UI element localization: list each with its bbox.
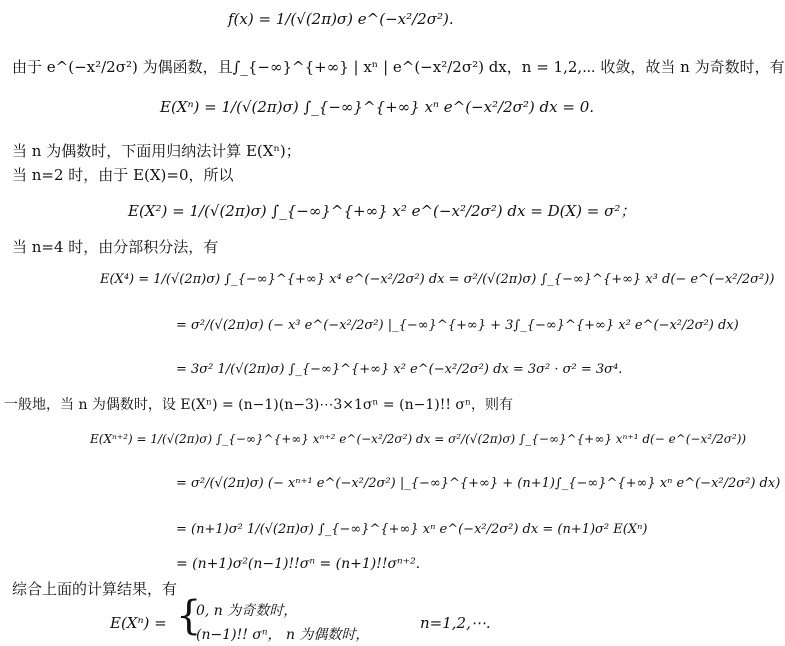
eq-final-row-2-text: (n−1)!! σⁿ， n 为偶数时， <box>196 627 370 643</box>
text-line-4 <box>12 238 218 256</box>
eq-final-row-1 <box>196 600 297 620</box>
eq-pdf <box>228 10 454 28</box>
eq-fourth-moment-a <box>100 272 774 287</box>
text-line-1-content: 由于 e^(−x²/2σ²) 为偶函数，且∫_{−∞}^{+∞} | xⁿ | e^(−x²/2σ²) dx，n = 1,2,⋯ 收敛，故当 n 为奇数时，有 <box>12 58 785 76</box>
text-line-6-content: 综合上面的计算结果，有 <box>12 580 178 598</box>
eq-induction-b-text: = σ²/(√(2π)σ) (− xⁿ⁺¹ e^(−x²/2σ²) |_{−∞}^{+∞} + (n+1)∫_{−∞}^{+∞} xⁿ e^(−x²/2σ²) dx) <box>176 476 781 491</box>
eq-second-moment <box>128 200 635 221</box>
eq-induction-b <box>176 476 780 491</box>
eq-induction-d-text: = (n+1)σ²(n−1)!!σⁿ = (n+1)!!σⁿ⁺². <box>176 556 421 572</box>
eq-final-lhs-text: E(Xⁿ) = <box>110 614 167 632</box>
eq-final-tail <box>420 614 491 632</box>
eq-final-row-2 <box>196 624 369 644</box>
eq-induction-c-text: = (n+1)σ² 1/(√(2π)σ) ∫_{−∞}^{+∞} xⁿ e^(−x²/2σ²) dx = (n+1)σ² E(Xⁿ) <box>176 522 648 537</box>
eq-final-tail-text: n=1,2,⋯. <box>420 614 491 632</box>
text-line-5 <box>4 396 513 414</box>
eq-pdf-text: f(x) = 1/(√(2π)σ) e^(−x²/2σ²). <box>228 10 454 28</box>
eq-fourth-moment-b <box>176 318 739 333</box>
eq-odd-moment <box>160 98 594 116</box>
eq-final-lhs <box>110 614 167 632</box>
piecewise-brace: { <box>176 593 202 639</box>
eq-fourth-moment-a-text: E(X⁴) = 1/(√(2π)σ) ∫_{−∞}^{+∞} x⁴ e^(−x²/2σ²) dx = σ²/(√(2π)σ) ∫_{−∞}^{+∞} x³ d(− e^(−x²/2σ²)) <box>100 272 775 287</box>
text-line-2 <box>12 142 301 160</box>
text-line-4-content: 当 n=4 时，由分部积分法，有 <box>12 238 219 256</box>
text-line-5-content: 一般地，当 n 为偶数时，设 E(Xⁿ) = (n−1)(n−3)⋯3×1σⁿ = (n−1)!! σⁿ，则有 <box>4 397 514 413</box>
eq-fourth-moment-c <box>176 362 622 377</box>
text-line-3 <box>12 166 234 184</box>
eq-fourth-moment-b-text: = σ²/(√(2π)σ) (− x³ e^(−x²/2σ²) |_{−∞}^{+∞} + 3∫_{−∞}^{+∞} x² e^(−x²/2σ²) dx) <box>176 318 739 333</box>
eq-final-row-1-text: 0, n 为奇数时， <box>196 603 298 619</box>
eq-induction-d <box>176 556 420 572</box>
text-line-2-content: 当 n 为偶数时，下面用归纳法计算 E(Xⁿ)； <box>12 142 301 160</box>
eq-induction-a-text: E(Xⁿ⁺²) = 1/(√(2π)σ) ∫_{−∞}^{+∞} xⁿ⁺² e^(−x²/2σ²) dx = σ²/(√(2π)σ) ∫_{−∞}^{+∞} xⁿ⁺¹ d(− e^(−x²/2σ²)) <box>90 432 747 446</box>
text-line-3-content: 当 n=2 时，由于 E(X)=0，所以 <box>12 166 234 184</box>
text-line-1 <box>12 58 785 76</box>
text-line-6 <box>12 580 177 598</box>
eq-induction-c <box>176 522 647 537</box>
eq-fourth-moment-c-text: = 3σ² 1/(√(2π)σ) ∫_{−∞}^{+∞} x² e^(−x²/2σ²) dx = 3σ² · σ² = 3σ⁴. <box>176 362 623 377</box>
eq-induction-a <box>90 432 746 446</box>
eq-second-moment-text: E(X²) = 1/(√(2π)σ) ∫_{−∞}^{+∞} x² e^(−x²/2σ²) dx = D(X) = σ²； <box>128 202 636 220</box>
eq-odd-moment-text: E(Xⁿ) = 1/(√(2π)σ) ∫_{−∞}^{+∞} xⁿ e^(−x²/2σ²) dx = 0. <box>160 98 595 116</box>
